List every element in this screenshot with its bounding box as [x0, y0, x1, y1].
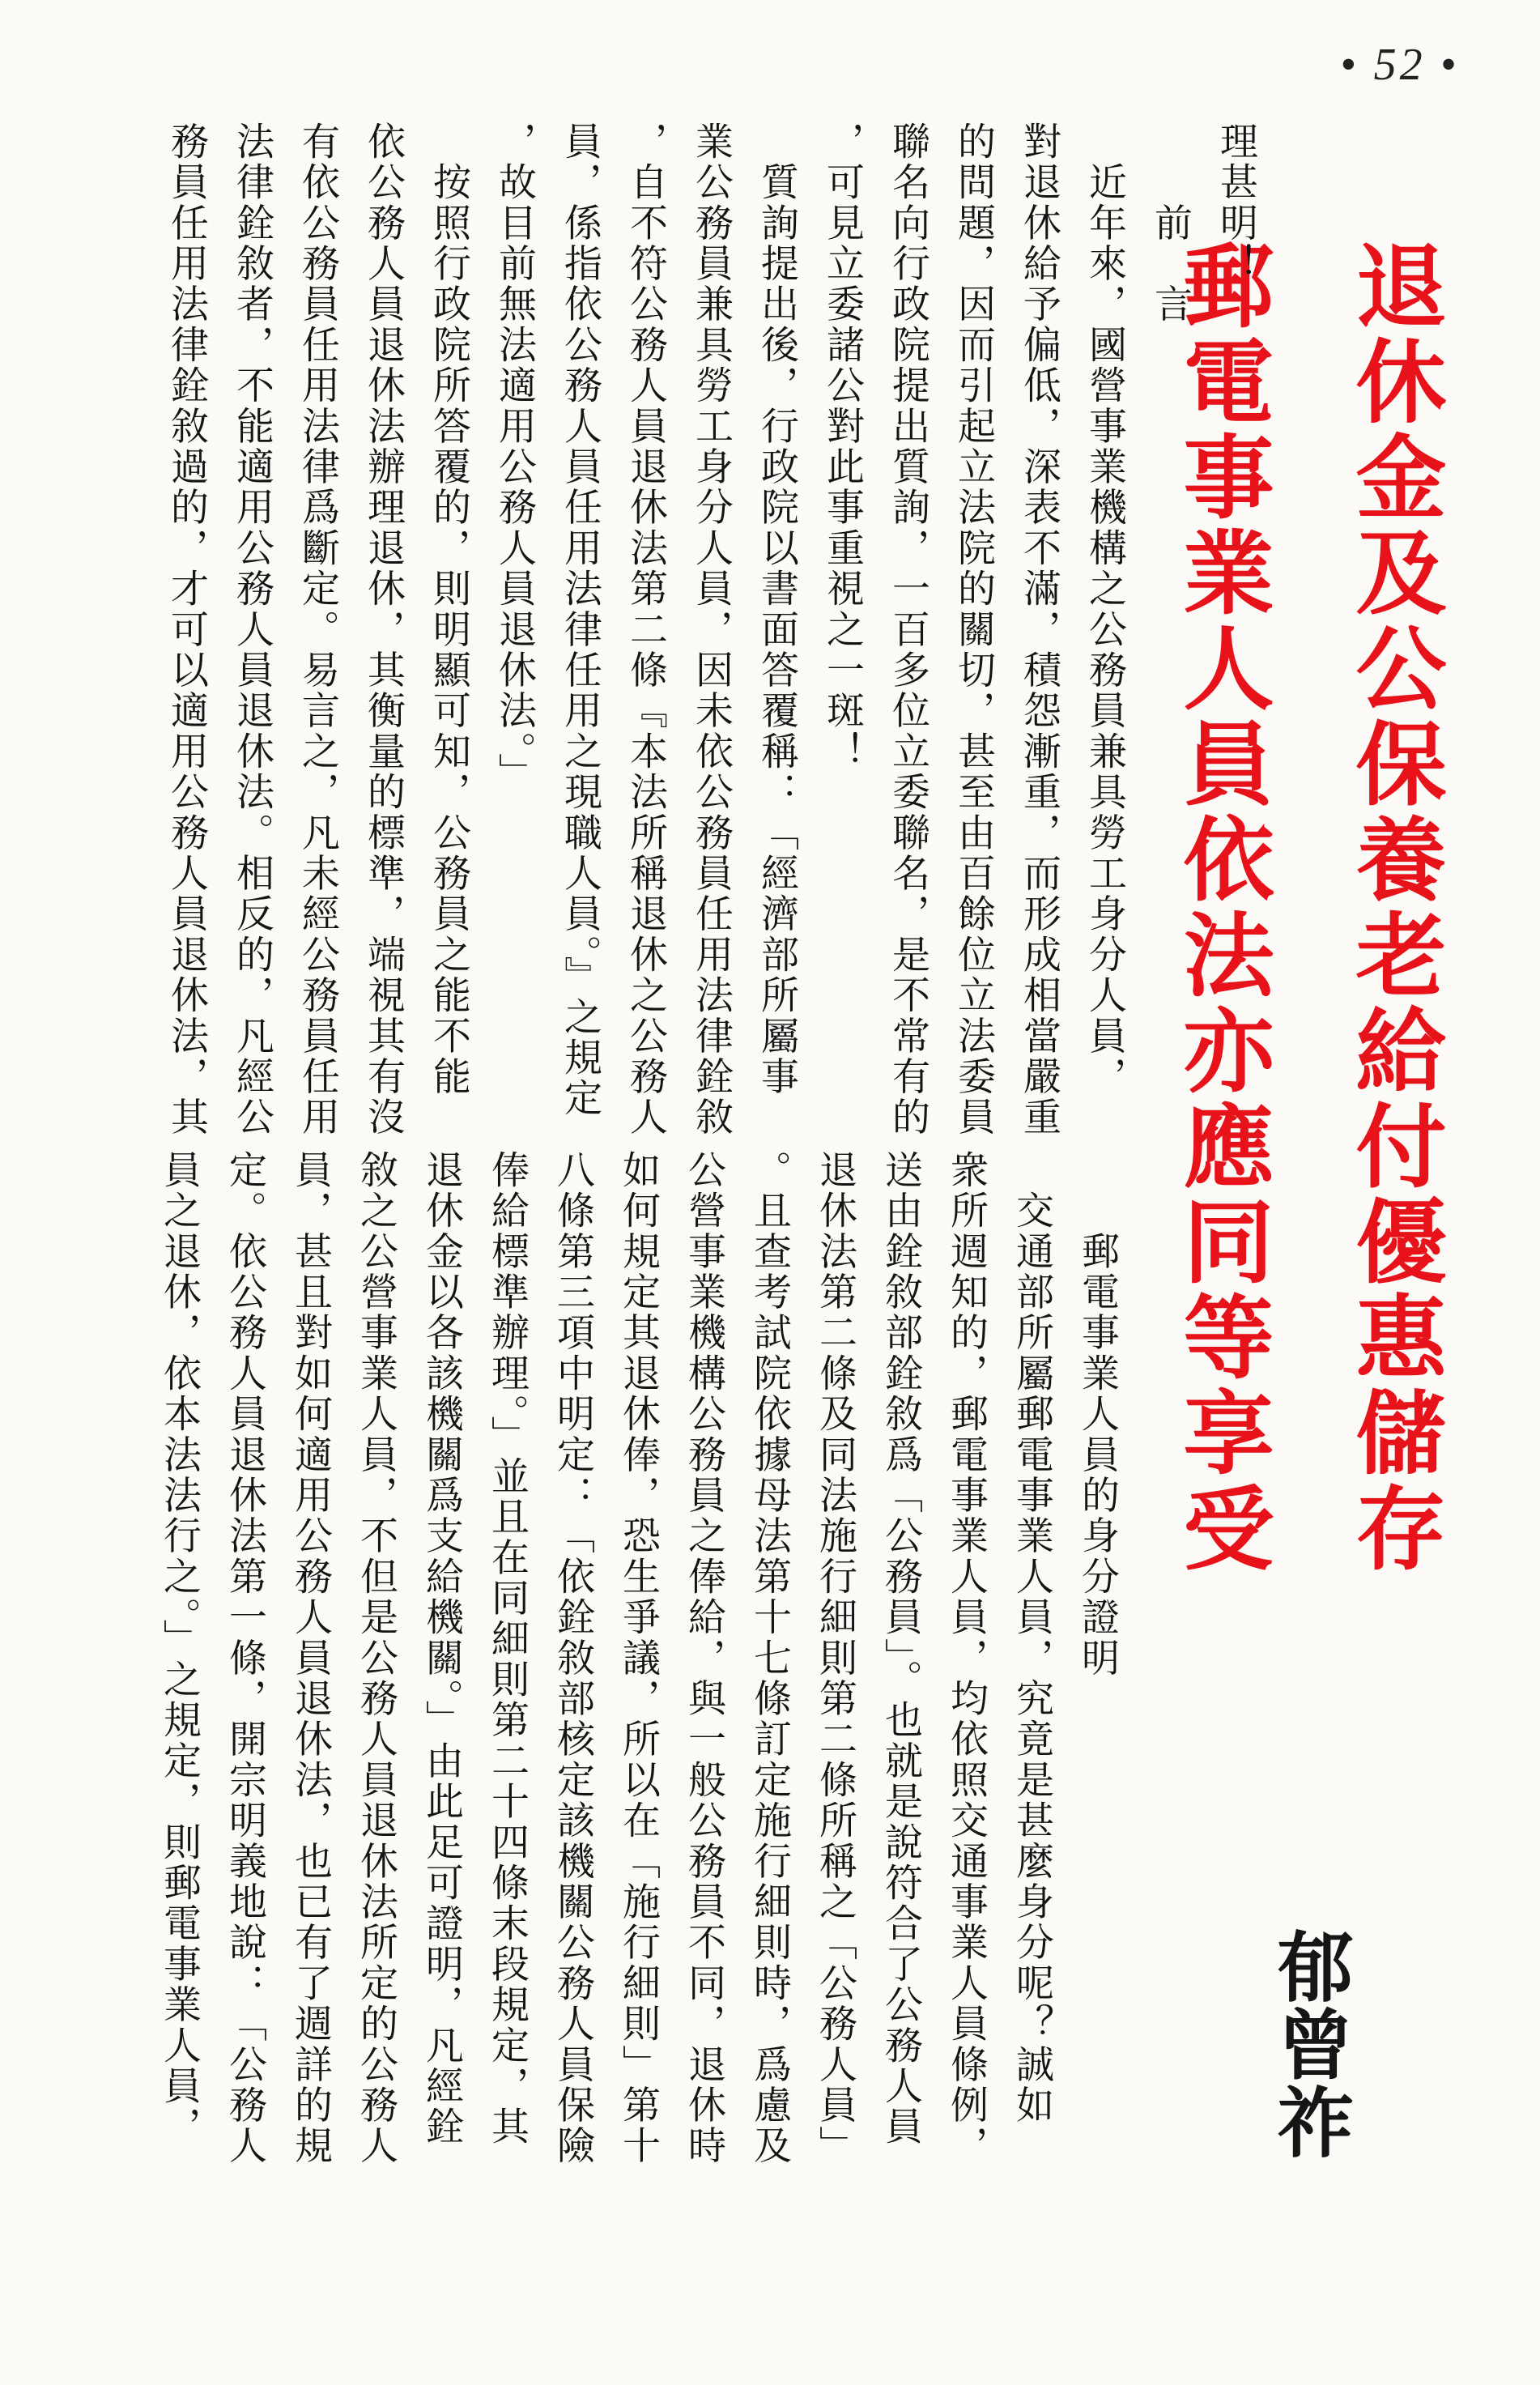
body-text-bottom: [147, 1150, 1130, 2187]
text-line: 交通部所屬郵電事業人員，究竟是甚麼身分呢？誠如: [1010, 1150, 1054, 2126]
text-line: 衆所週知的，郵電事業人員，均依照交通事業人員條例，: [944, 1150, 989, 2166]
text-line: 法律銓敘者，不能適用公務人員退休法。相反的，凡經公: [230, 121, 274, 1138]
text-line: 的問題，因而引起立法院的關切，甚至由百餘位立法委員: [951, 121, 996, 1138]
text-line: 員，甚且對如何適用公務人員退休法，也已有了週詳的規: [288, 1150, 333, 2166]
text-line: 員，係指依公務人員任用法律任用之現職人員。』之規定: [558, 121, 602, 1119]
text-line: 八條第三項中明定：「依銓敘部核定該機關公務人員保險: [551, 1150, 595, 2166]
text-line: 理甚明！: [1214, 121, 1258, 284]
text-line: 退休法第二條及同法施行細則第二條所稱之「公務人員」: [813, 1150, 857, 2166]
text-line: 。且查考試院依據母法第十七條訂定施行細則時，爲慮及: [747, 1150, 792, 2166]
text-line: 敘之公營事業人員，不但是公務人員退休法所定的公務人: [354, 1150, 398, 2166]
author-name: 郁曾祚: [1264, 1927, 1352, 2161]
body-text-top: [154, 121, 1269, 1142]
text-line: ，可見立委諸公對此事重視之一斑！: [820, 121, 865, 773]
text-line: 俸給標準辦理。」並且在同細則第二十四條末段規定，其: [485, 1150, 530, 2148]
text-line: 依公務人員退休法辦理退休，其衡量的標準，端視其有沒: [361, 121, 406, 1138]
text-line: 員之退休，依本法法行之。」之規定，則郵電事業人員，: [157, 1150, 202, 2148]
page-number: • 52 •: [1340, 40, 1460, 90]
text-line: ，故目前無法適用公務人員退休法。」: [492, 121, 537, 794]
article-title-line-2: 郵電事業人員依法亦應同等享受: [1168, 239, 1274, 1577]
text-line: 如何規定其退休俸，恐生爭議，所以在「施行細則」第十: [616, 1150, 661, 2166]
text-line: 按照行政院所答覆的，則明顯可知，公務員之能不能: [427, 121, 471, 1097]
text-line: 近年來，國營事業機構之公務員兼具勞工身分人員，: [1083, 121, 1127, 1097]
text-line: 質詢提出後，行政院以書面答覆稱：「經濟部所屬事: [755, 121, 799, 1097]
text-line: 公營事業機構公務員之俸給，與一般公務員不同，退休時: [682, 1150, 726, 2166]
text-line: 務員任用法律銓敘過的，才可以適用公務人員退休法，其: [164, 121, 209, 1138]
text-line: 送由銓敘部銓敘爲「公務員」。也就是說符合了公務人員: [878, 1150, 923, 2148]
text-line: 有依公務員任用法律爲斷定。易言之，凡未經公務員任用: [296, 121, 340, 1138]
section-heading-preface: 前 言: [1148, 121, 1193, 325]
text-line: 業公務員兼具勞工身分人員，因未依公務員任用法律銓敘: [689, 121, 734, 1138]
text-line: ，自不符公務人員退休法第二條『本法所稱退休之公務人: [623, 121, 668, 1138]
text-line: 退休金以各該機關爲支給機關。」由此足可證明，凡經銓: [419, 1150, 464, 2148]
article-title-line-1: 退休金及公保養老給付優惠儲存: [1341, 239, 1446, 1577]
text-line: 定。依公務人員退休法第一條，開宗明義地說：「公務人: [223, 1150, 267, 2166]
text-line: 聯名向行政院提出質詢，一百多位立委聯名，是不常有的: [886, 121, 930, 1138]
text-line: 對退休給予偏低，深表不滿，積怨漸重，而形成相當嚴重: [1017, 121, 1061, 1138]
section-heading-identity: 郵電事業人員的身分證明: [1075, 1150, 1120, 1679]
